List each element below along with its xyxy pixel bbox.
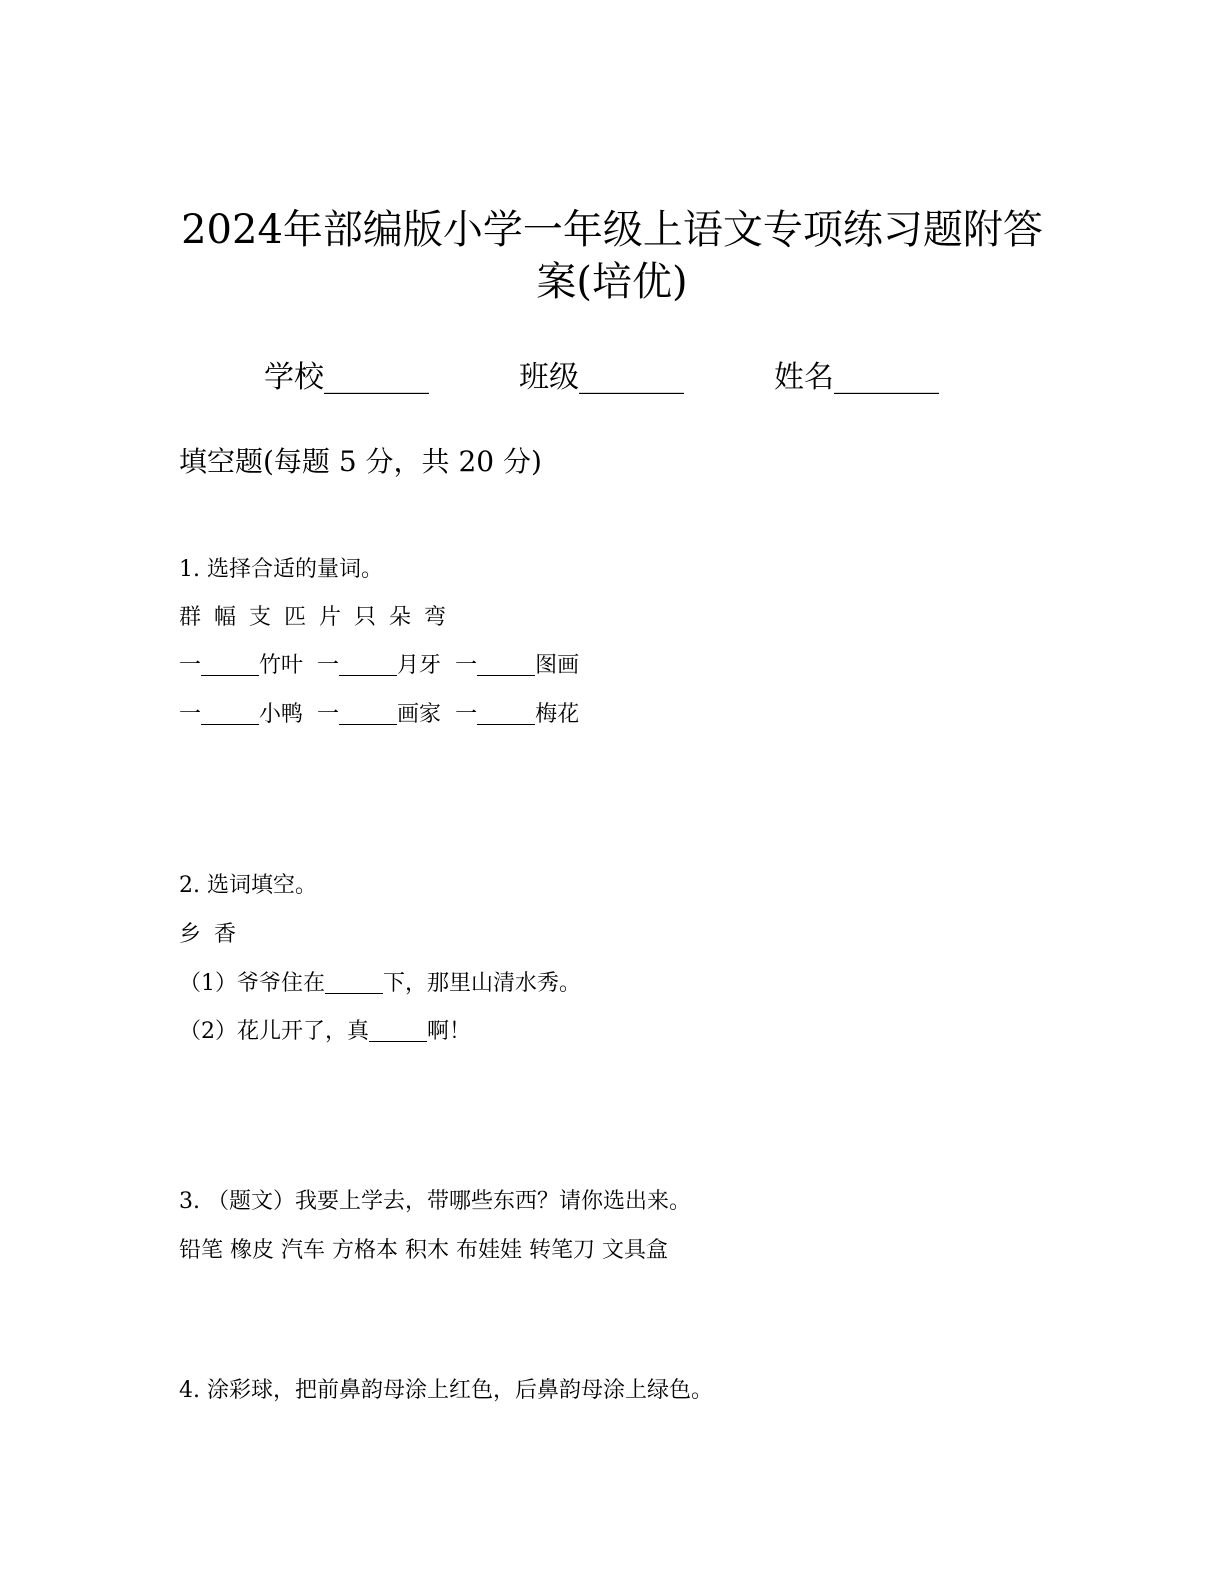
answer-blank[interactable] — [369, 1019, 427, 1042]
sentence-text: （1）爷爷住在 — [179, 971, 325, 996]
q1-row-2 — [179, 697, 579, 728]
sentence-text: （2）花儿开了，真 — [179, 1019, 369, 1044]
q1-prompt: 1. 选择合适的量词。 — [179, 557, 383, 582]
word: 图画 — [535, 653, 580, 678]
prefix: 一 — [455, 702, 478, 727]
answer-blank[interactable] — [201, 702, 259, 725]
title-line-1: 2024年部编版小学一年级上语文专项练习题附答 — [181, 207, 1043, 253]
q2-options: 乡 香 — [179, 922, 236, 947]
word: 月牙 — [397, 653, 442, 678]
answer-blank[interactable] — [201, 653, 259, 676]
prefix: 一 — [179, 702, 202, 727]
answer-blank[interactable] — [477, 653, 535, 676]
q3-options: 铅笔 橡皮 汽车 方格本 积木 布娃娃 转笔刀 文具盒 — [179, 1238, 668, 1263]
answer-blank[interactable] — [477, 702, 535, 725]
prefix: 一 — [179, 653, 202, 678]
answer-blank[interactable] — [339, 653, 397, 676]
q2-prompt: 2. 选词填空。 — [179, 873, 317, 898]
q1-row-1 — [179, 648, 579, 679]
school-field[interactable]: 学校_______ — [264, 360, 429, 395]
word: 小鸭 — [259, 702, 304, 727]
prefix: 一 — [317, 702, 340, 727]
word: 梅花 — [535, 702, 580, 727]
answer-blank[interactable] — [339, 702, 397, 725]
name-field[interactable]: 姓名_______ — [774, 360, 939, 395]
q2-sentence-2 — [179, 1014, 471, 1045]
section-heading: 填空题(每题 5 分，共 20 分) — [179, 445, 542, 478]
q3-prompt: 3. （题文）我要上学去，带哪些东西？请你选出来。 — [179, 1189, 691, 1214]
q4-prompt: 4. 涂彩球，把前鼻韵母涂上红色，后鼻韵母涂上绿色。 — [179, 1378, 713, 1403]
sentence-text: 下，那里山清水秀。 — [383, 971, 582, 996]
prefix: 一 — [317, 653, 340, 678]
class-field[interactable]: 班级_______ — [519, 360, 684, 395]
prefix: 一 — [455, 653, 478, 678]
word: 竹叶 — [259, 653, 304, 678]
word: 画家 — [397, 702, 442, 727]
q2-sentence-1 — [179, 966, 581, 997]
title-line-2: 案(培优) — [536, 259, 688, 305]
answer-blank[interactable] — [325, 971, 383, 994]
q1-options: 群 幅 支 匹 片 只 朵 弯 — [179, 605, 446, 630]
sentence-text: 啊！ — [427, 1019, 472, 1044]
